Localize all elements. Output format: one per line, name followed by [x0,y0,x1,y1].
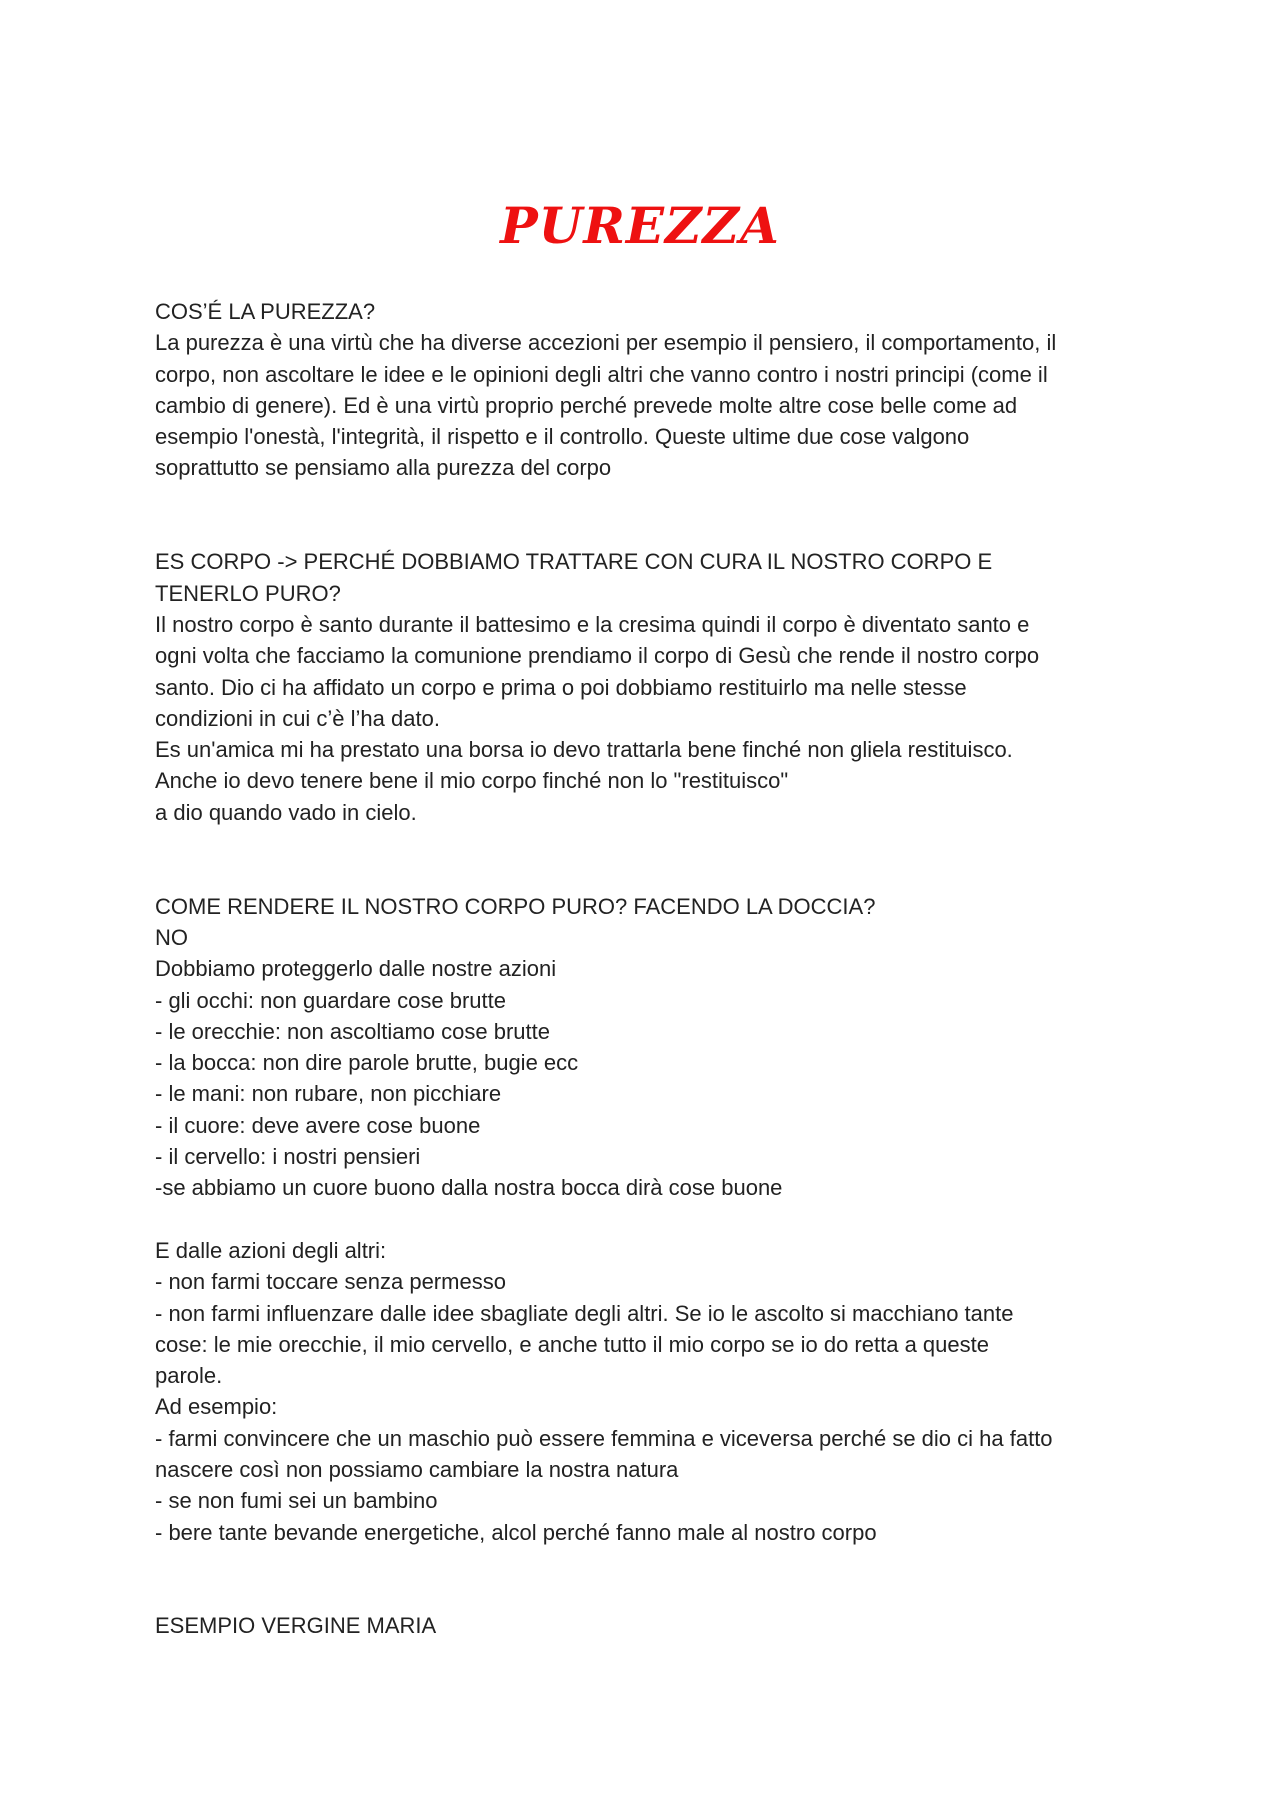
paragraph-line: cambio di genere). Ed è una virtù proprio perché prevede molte altre cose belle come ad [155,392,1018,418]
paragraph-line: Dobbiamo proteggerlo dalle nostre azioni [155,956,557,982]
list-item: - il cuore: deve avere cose buone [155,1112,481,1138]
list-item: - farmi convincere che un maschio può essere femmina e viceversa perché se dio ci ha fatto [155,1425,1053,1451]
list-item: -se abbiamo un cuore buono dalla nostra bocca dirà cose buone [155,1175,783,1201]
list-item: - il cervello: i nostri pensieri [155,1144,421,1170]
section-what-is-purity [155,296,1140,484]
list-item: - gli occhi: non guardare cose brutte [155,987,506,1013]
section-heading: TENERLO PURO? [155,580,341,606]
section-heading: COS’É LA PUREZZA? [155,299,376,324]
paragraph-line: parole. [155,1363,223,1389]
paragraph-line: Ad esempio: [155,1394,278,1420]
section-virgin-mary [155,1610,1140,1641]
section-spacer [155,828,1140,891]
section-heading: ESEMPIO VERGINE MARIA [155,1613,437,1639]
paragraph-line: santo. Dio ci ha affidato un corpo e prima o poi dobbiamo restituirlo ma nelle stesse [155,674,967,700]
paragraph-line: Il nostro corpo è santo durante il battesimo e la cresima quindi il corpo è diventato santo e [155,611,1030,637]
list-item: - la bocca: non dire parole brutte, bugie ecc [155,1050,579,1076]
paragraph-line: soprattutto se pensiamo alla purezza del corpo [155,455,612,481]
paragraph-line: condizioni in cui c’è l’ha dato. [155,705,440,731]
list-item: - se non fumi sei un bambino [155,1488,438,1514]
list-item: - non farmi influenzare dalle idee sbagliate degli altri. Se io le ascolto si macchiano tante [155,1300,1014,1326]
section-spacer [155,484,1140,547]
list-item: - bere tante bevande energetiche, alcol perché fanno male al nostro corpo [155,1519,877,1545]
paragraph-line: corpo, non ascoltare le idee e le opinioni degli altri che vanno contro i nostri principi (come il [155,361,1048,387]
paragraph-line: esempio l'onestà, l'integrità, il rispetto e il controllo. Queste ultime due cose valgono [155,424,970,450]
paragraph-line: E dalle azioni degli altri: [155,1237,387,1263]
section-heading: ES CORPO -> PERCHÉ DOBBIAMO TRATTARE CON CURA IL NOSTRO CORPO E [155,549,993,575]
section-spacer [155,1204,1140,1235]
paragraph-line: ogni volta che facciamo la comunione prendiamo il corpo di Gesù che rende il nostro corpo [155,643,1040,669]
document-body [155,296,1140,1642]
paragraph-line: NO [155,924,188,950]
paragraph-line: cose: le mie orecchie, il mio cervello, e anche tutto il mio corpo se io do retta a queste [155,1331,989,1357]
page-title: PUREZZA [500,196,780,255]
section-body-care [155,546,1140,828]
section-heading: COME RENDERE IL NOSTRO CORPO PURO? FACENDO LA DOCCIA? [155,893,876,919]
paragraph-line: a dio quando vado in cielo. [155,799,417,825]
section-others-actions [155,1235,1140,1548]
paragraph-line: Anche io devo tenere bene il mio corpo finché non lo "restituisco" [155,768,789,794]
paragraph-line: nascere così non possiamo cambiare la nostra natura [155,1456,679,1482]
list-item: - le orecchie: non ascoltiamo cose brutte [155,1018,550,1044]
list-item: - non farmi toccare senza permesso [155,1269,506,1295]
section-make-body-pure [155,891,1140,1204]
section-spacer [155,1548,1140,1611]
list-item: - le mani: non rubare, non picchiare [155,1081,502,1107]
paragraph-line: La purezza è una virtù che ha diverse accezioni per esempio il pensiero, il comportamento, il [155,330,1057,356]
paragraph-line: Es un'amica mi ha prestato una borsa io devo trattarla bene finché non gliela restituisco. [155,737,1013,763]
